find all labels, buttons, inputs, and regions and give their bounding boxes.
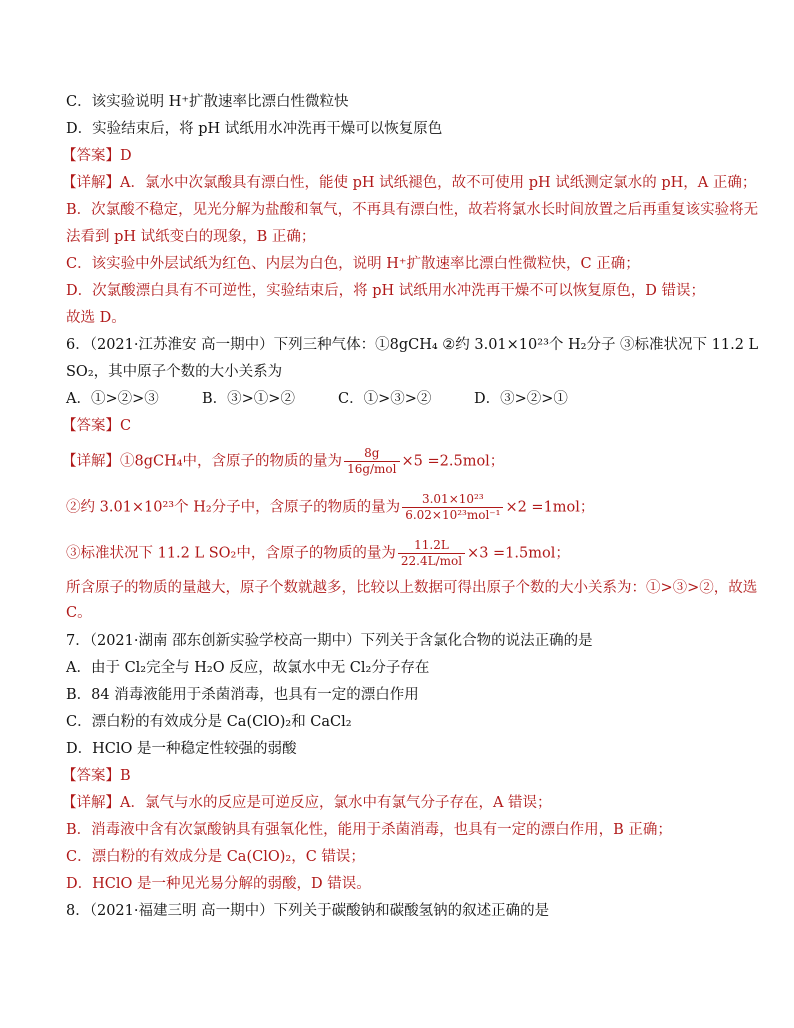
q6-option-b: B．③>①>② [202,391,295,407]
q7-detail-c: C．漂白粉的有效成分是 Ca(ClO)₂，C 错误； [66,849,365,865]
q8-stem: 8．（2021·福建三明 高一期中）下列关于碳酸钠和碳酸氢钠的叙述正确的是 [66,903,550,919]
q7-detail-a: 【详解】A．氯气与水的反应是可逆反应，氯水中有氯气分子存在，A 错误； [62,795,552,811]
q7-option-d: D．HClO 是一种稳定性较强的弱酸 [66,741,297,757]
q5-detail-b2: 法看到 pH 试纸变白的现象，B 正确； [66,229,316,245]
q5-option-d: D．实验结束后，将 pH 试纸用水冲洗再干燥可以恢复原色 [66,121,443,137]
q7-detail-b: B．消毒液中含有次氯酸钠具有强氧化性，能用于杀菌消毒，也具有一定的漂白作用，B 正确； [66,822,672,838]
q7-option-c: C．漂白粉的有效成分是 Ca(ClO)₂和 CaCl₂ [66,714,352,730]
q6-answer: 【答案】C [62,418,132,434]
q5-option-c: C．该实验说明 H⁺扩散速率比漂白性微粒快 [66,94,349,110]
q6-detail-2: ②约 3.01×10²³个 H₂分子中，含原子的物质的量为 $\frac{\text{3.01×10²³}}{\text{6.02×10²³mol⁻¹}}$ ×2 =1mol； [66,492,595,522]
q5-detail-d: D．次氯酸漂白具有不可逆性，实验结束后，将 pH 试纸用水冲洗再干燥不可以恢复原色，D 错误； [66,283,706,299]
q6-options [66,389,734,409]
q6-option-a: A．①>②>③ [66,391,159,407]
q6-summary-line1: 所含原子的物质的量越大，原子个数就越多，比较以上数据可得出原子个数的大小关系为：①>③>②，故选 [66,580,758,596]
q7-stem: 7．（2021·湖南 邵东创新实验学校高一期中）下列关于含氯化合物的说法正确的是 [66,633,593,649]
q6-stem-line2: SO₂，其中原子个数的大小关系为 [66,364,283,380]
q6-fraction-2: $\frac{\text{3.01×10²³}}{\text{6.02×10²³mol⁻¹}}$ [402,492,503,523]
q7-detail-label: 【详解】 [62,795,120,811]
q7-option-b: B．84 消毒液能用于杀菌消毒，也具有一定的漂白作用 [66,687,419,703]
q5-answer: 【答案】D [62,148,132,164]
q6-fraction-1: $\frac{8g}{\text{16g/mol}}$ [344,446,399,477]
q5-detail-a: 【详解】A．氯水中次氯酸具有漂白性，能使 pH 试纸褪色，故不可使用 pH 试纸测定氯水的 pH，A 正确； [62,175,757,191]
q6-fraction-3: $\frac{11.2L}{\text{22.4L/mol}}$ [398,538,465,569]
q6-stem-line1: 6．（2021·江苏淮安 高一期中）下列三种气体：①8gCH₄ ②约 3.01×10²³个 H₂分子 ③标准状况下 11.2 L [66,337,759,353]
q7-answer: 【答案】B [62,768,131,784]
q5-conclusion: 故选 D。 [66,310,126,326]
q6-detail-label: 【详解】 [62,453,120,470]
q6-summary-line2: C。 [66,605,92,621]
q6-detail-1: 【详解】①8gCH₄中，含原子的物质的量为 $\frac{8g}{\text{16g/mol}}$ ×5 =2.5mol； [62,446,505,476]
q6-option-d: D．③>②>① [474,391,568,407]
q6-option-c: C．①>③>② [338,391,432,407]
q7-detail-d: D．HClO 是一种见光易分解的弱酸，D 错误。 [66,876,371,892]
q5-detail-b1: B．次氯酸不稳定，见光分解为盐酸和氧气，不再具有漂白性，故若将氯水长时间放置之后再重复该实验将无 [66,202,759,218]
q6-detail-3: ③标准状况下 11.2 L SO₂中，含原子的物质的量为 $\frac{11.2L}{\text{22.4L/mol}}$ ×3 =1.5mol； [66,538,570,568]
q7-option-a: A．由于 Cl₂完全与 H₂O 反应，故氯水中无 Cl₂分子存在 [66,660,430,676]
q5-detail-label: 【详解】 [62,175,120,191]
q5-detail-c: C．该实验中外层试纸为红色、内层为白色，说明 H⁺扩散速率比漂白性微粒快，C 正确； [66,256,640,272]
